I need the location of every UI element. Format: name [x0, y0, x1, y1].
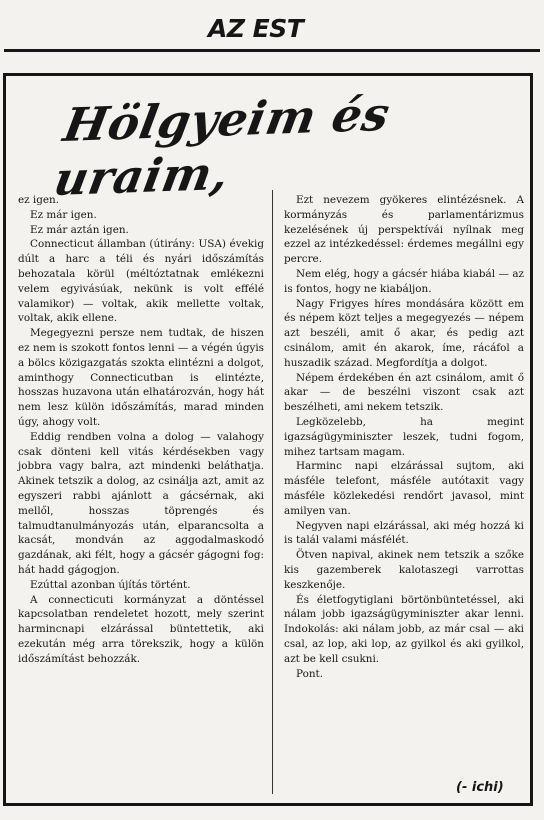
- paragraph: A connecticuti kormányzat a döntéssel kapcsolatban rendeletet hozott, mely szerint harmincnapi elzárással büntettetik, aki ezekután még arra törekszik, hogy a külön időszámítást behozzák.: [18, 593, 264, 665]
- masthead-logo: AZ EST: [208, 14, 304, 43]
- paragraph: Connecticut államban (útirány: USA) évekig dúlt a harc a téli és nyári időszámítás behozatala körül (méltóztatnak emlékezni velem egyivásúak, nekünk is volt effélé valamikor) — voltak, akik mellette voltak, voltak, akik ellene.: [18, 238, 264, 325]
- paragraph: Ez már igen.: [30, 208, 97, 221]
- masthead-rule: [4, 49, 540, 52]
- paragraph: Eddig rendben volna a dolog — valahogy csak dönteni kell vitás kérdésekben vagy jobbra vagy balra, azt mindenki beláthatja. Akinek tetszik a dolog, az csinálja azt, amit az egyszeri rabbi ajánlott a gácsérnak, aki mellől, hosszas töprengés és talmudtanulmányozás után, elparancsolta a kacsát, mondván az aggodalmaskodó gazdának, aki félt, hogy a gácsér gágogni fog: hát hadd gágogjon.: [18, 430, 264, 576]
- paragraph: Ötven napival, akinek nem tetszik a szőke kis gazemberek kalotaszegi varrottas keszkenője.: [284, 549, 524, 591]
- paragraph: Harminc napi elzárással sujtom, aki másféle telefont, másféle autótaxit vagy másféle közlekedési rendőrt javasol, mint amilyen van.: [284, 460, 524, 517]
- paragraph: Ezt nevezem gyökeres elintézésnek. A kormányzás és parlamentárizmus kezelésének új perspektívái nyílnak meg ezzel az intézkedéssel: érdemes megállni egy percre.: [284, 194, 524, 266]
- paragraph: ez igen.: [18, 194, 60, 206]
- author-signature: (- ichi): [456, 780, 504, 795]
- paragraph: Ez már aztán igen.: [30, 223, 129, 236]
- headline-text: Hölgyeim és uraim,: [50, 86, 394, 206]
- paragraph: Nem elég, hogy a gácsér hiába kiabál — az is fontos, hogy ne kiabáljon.: [284, 267, 524, 295]
- paragraph: Legközelebb, ha megint igazságügyminiszter leszek, tudni fogom, mihez tartsam magam.: [284, 415, 524, 458]
- paragraph: És életfogytiglani börtönbüntetéssel, aki nálam jobb igazságügyminiszter akar lenni. Indokolás: aki nálam jobb, az már csal — aki csal, az lop, aki lop, az gyilkol és aki gyilkol, azt be kell csukni.: [284, 593, 524, 665]
- paragraph: Negyven napi elzárással, aki még hozzá ki is talál valami másfélét.: [284, 519, 524, 547]
- paragraph: Megegyezni persze nem tudtak, de hiszen ez nem is szokott fontos lenni — a végén úgyis a bölcs közigazgatás szokta elintézni a dolgot, aminthogy Connecticutban is elintézte, hosszas huzavona után elhatározván, hogy hát nem lesz külön időszámítás, marad minden úgy, ahogy volt.: [18, 327, 264, 428]
- paragraph: Ezúttal azonban újítás történt.: [30, 578, 191, 591]
- paragraph: Nagy Frigyes híres mondására között em és népem közt teljes a megegyezés — népem azt beszéli, amit ő akar, és pedig azt csinálom, amit én akarok, íme, rácáfol a huszadik század. Megfordítja a dolgot.: [284, 297, 524, 369]
- article-headline: [50, 86, 500, 206]
- masthead: [0, 0, 544, 62]
- column-divider: [272, 190, 273, 794]
- paragraph: Népem érdekében én azt csinálom, amit ő akar — de beszélni viszont csak azt beszélheti, ami nekem tetszik.: [284, 371, 524, 414]
- left-column: [18, 193, 264, 667]
- right-column: [284, 193, 524, 681]
- paragraph: Pont.: [296, 667, 323, 680]
